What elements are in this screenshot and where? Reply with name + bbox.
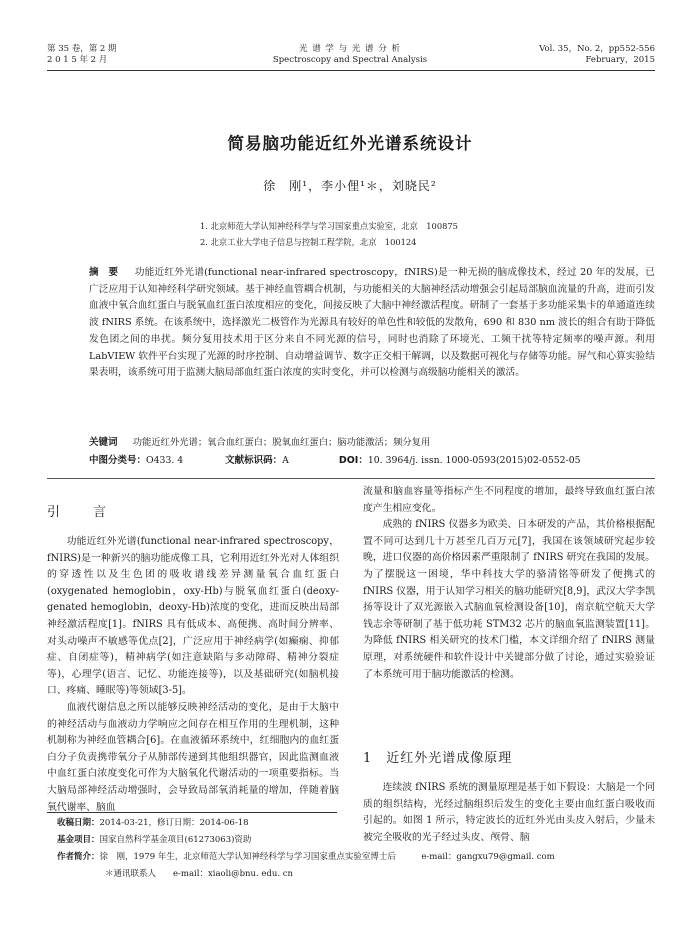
- author-bio-text: 徐 刚，1979 年生，北京师范大学认知神经科学与学习国家重点实验室博士后 e-mail：gangxu79@gmail. com: [99, 852, 555, 862]
- keywords-label: 关键词: [89, 437, 118, 448]
- abstract: [89, 265, 655, 382]
- author-bio: [57, 852, 657, 863]
- month-year-line: February，2015: [585, 55, 655, 65]
- author-bio-label: 作者简介：: [57, 852, 100, 862]
- received-label: 收稿日期：: [57, 818, 100, 828]
- corresponding-author: ＊通讯联系人 e-mail：xiaoli@bnu. edu. cn: [105, 869, 293, 879]
- doi-value: 10. 3964/j. issn. 1000-0593(2015)02-0552-05: [367, 455, 581, 466]
- footnote-rule: [47, 812, 337, 813]
- journal-citation: [455, 44, 655, 66]
- paragraph: 连续波 fNIRS 系统的测量原理是基于如下假设：大脑是一个同质的组织结构，光经过脑组织后发生的变化主要由血红蛋白吸收而引起的。如图 1 所示，特定波长的近红外光由头皮入射后，少量未被完全吸收的光子经过头皮、颅骨、脑: [363, 782, 655, 843]
- received-date: [57, 818, 657, 829]
- journal-name-english: Spectroscopy and Spectral Analysis: [272, 55, 428, 65]
- keywords-text: 功能近红外光谱；氧合血红蛋白；脱氧血红蛋白；脑功能激活；频分复用: [132, 437, 431, 448]
- doc-code-label: 文献标识码：: [225, 455, 283, 466]
- affiliation-2: 2. 北京工业大学电子信息与控制工程学院，北京 100124: [200, 237, 417, 247]
- header-rule: [47, 70, 655, 71]
- journal-name-chinese: 光 谱 学 与 光 谱 分 析: [299, 44, 401, 54]
- keywords: [89, 436, 655, 449]
- section-heading-introduction: 引 言: [47, 505, 117, 520]
- received-text: 2014-03-21，修订日期：2014-06-18: [99, 818, 249, 828]
- abstract-divider: [47, 478, 655, 479]
- classification-line: [89, 454, 655, 467]
- abstract-text: 功能近红外光谱(functional near-infrared spectroscopy，fNIRS)是一种无损的脑成像技术，经过 20 年的发展，已广泛应用于认知神经科学研究领域。基于神经血管耦合机制，与功能相关的大脑神经活动增强会引起局部脑血流量的升高，进而引发血液中氧合血红蛋白与脱氧血红蛋白浓度相应的变化，间接反映了大脑中神经激活程度。研制了一套基于多功能采集卡的单通道连续波 fNIRS 系统。在该系统中，选择激光二极管作为光源具有较好的单色性和较低的发散角，690 和 830 nm 波长的组合有助于降低发色团之间的串扰。频分复用技术用于区分来自不同光源的信号，同时也消除了环境光、工频干扰等特定频率的噪声源。利用 LabVIEW 软件平台实现了光源的时序控制、自动增益调节、数字正交相干解调，以及数据可视化与存储等功能。屏气和心算实验结果表明，该系统可用于监测大脑局部血红蛋白浓度的实时变化，并可以检测与高级脑功能相关的激活。: [89, 267, 655, 379]
- clc-value: O433. 4: [146, 455, 184, 466]
- fund-label: 基金项目：: [57, 835, 100, 845]
- publication-date-line: 2 0 1 5 年 2 月: [47, 55, 108, 65]
- doc-code-value: A: [282, 455, 289, 466]
- section-heading-1: 1 近红外光谱成像原理: [363, 751, 513, 766]
- affiliation-1: 1. 北京师范大学认知神经科学与学习国家重点实验室，北京 100875: [200, 221, 458, 231]
- paragraph: 成熟的 fNIRS 仪器多为欧美、日本研发的产品，其价格根据配置不同可达到几十万甚至几百万元[7]，我国在该领域研究起步较晚，进口仪器的高价格因素严重限制了 fNIRS 研究在我国的发展。为了摆脱这一困境，华中科技大学的骆清铭等研发了便携式的 fNIRS 仪器，用于认知学习相关的脑功能研究[8,9]，武汉大学李凯扬等设计了双光源嵌入式脑血氧检测设备[10]，南京航空航天大学钱志余等研制了基于低功耗 STM32 芯片的脑血氧监测装置[11]。为降低 fNIRS 相关研究的技术门槛，本文详细介绍了 fNIRS 测量原理，对系统硬件和软件设计中关键部分做了讨论，通过实验验证了本系统可用于脑功能激活的检测。: [363, 519, 655, 680]
- paragraph: 功能近红外光谱(functional near-infrared spectroscopy，fNIRS)是一种新兴的脑功能成像工具，它利用近红外光对人体组织的穿透性以及生色团的吸收谱线差异测量氧合血红蛋白(oxygenated hemoglobin，oxy-Hb)与脱氧血红蛋白(deoxy-genated hemoglobin，deoxy-Hb)浓度的变化，进而反映出局部神经激活程度[1]。fNIRS 具有低成本、高便携、高时间分辨率、对头动噪声不敏感等优点[2]，广泛应用于神经病学(如癫痫、抑郁症、自闭症等)，精神病学(如注意缺陷与多动障碍、精神分裂症等)，心理学(语言、记忆、功能连接等)，以及基础研究(如脑机接口、疼痛、睡眠等)等领域[3-5]。: [47, 536, 339, 697]
- paper-title: 简易脑功能近红外光谱系统设计: [227, 134, 473, 153]
- funding: [57, 835, 657, 846]
- doi-label: DOI：: [338, 455, 368, 466]
- paragraph-continuation: 流量和脑血容量等指标产生不同程度的增加，最终导致血红蛋白浓度产生相应变化。: [363, 486, 655, 514]
- author-list: 徐 刚¹，李小俚¹＊，刘晓民²: [263, 179, 437, 193]
- abstract-label: 摘 要: [89, 267, 119, 278]
- clc-label: 中图分类号：: [89, 455, 147, 466]
- right-column-body: [363, 484, 655, 683]
- introduction-body: [47, 534, 339, 816]
- fund-text: 国家自然科学基金项目(61273063)资助: [99, 835, 252, 845]
- paragraph: 血液代谢信息之所以能够反映神经活动的变化，是由于大脑中的神经活动与血液动力学响应之间存在相互作用的生理机制，这种机制称为神经血管耦合[6]。在血液循环系统中，红细胞内的血红蛋白分子负责携带氧分子从肺部传递到其他组织器官，因此监测血液中血红蛋白浓度变化可作为大脑氧化代谢活动的一项重要指标。当大脑局部神经活动增强时，会导致局部氧消耗量的增加，伴随着脑氧代谢率、脑血: [47, 701, 339, 813]
- volume-issue-line: 第 35 卷，第 2 期: [47, 44, 117, 54]
- volume-pages-line: Vol. 35，No. 2，pp552-556: [539, 44, 655, 54]
